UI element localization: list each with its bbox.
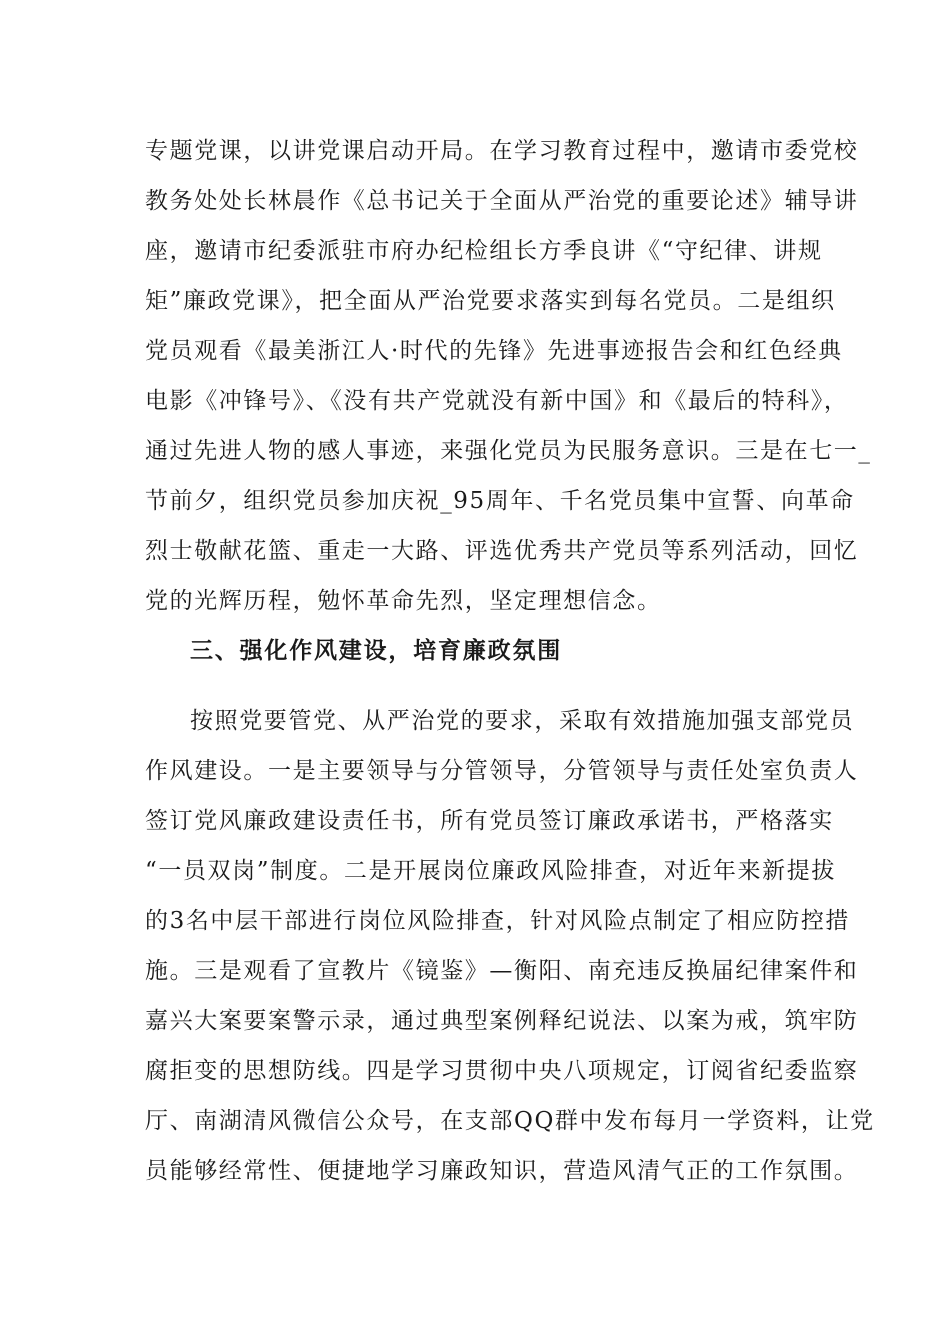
- paragraph-2-line: 签订党风廉政建设责任书，所有党员签订廉政承诺书，严格落实: [145, 808, 834, 834]
- paragraph-1-line: 矩”廉政党课》，把全面从严治党要求落实到每名党员。二是组织: [145, 288, 836, 314]
- section-heading: 三、强化作风建设，培育廉政氛围: [190, 637, 562, 664]
- paragraph-2-line: 按照党要管党、从严治党的要求，采取有效措施加强支部党员: [190, 708, 855, 734]
- paragraph-2-line: 的3名中层干部进行岗位风险排查，针对风险点制定了相应防控措: [145, 908, 851, 934]
- paragraph-1-line: 教务处处长林晨作《总书记关于全面从严治党的重要论述》辅导讲: [145, 188, 859, 214]
- paragraph-1-line: 座，邀请市纪委派驻市府办纪检组长方季良讲《“守纪律、讲规: [145, 238, 823, 264]
- paragraph-1-line: 电影《冲锋号》、《没有共产党就没有新中国》和《最后的特科》，: [145, 388, 849, 414]
- paragraph-1-line: 通过先进人物的感人事迹，来强化党员为民服务意识。三是在七一_: [145, 438, 872, 464]
- paragraph-1-line: 党员观看《最美浙江人·时代的先锋》先进事迹报告会和红色经典: [145, 338, 843, 364]
- paragraph-1-line: 党的光辉历程，勉怀革命先烈，坚定理想信念。: [145, 588, 662, 614]
- paragraph-1-line: 烈士敬献花篮、重走一大路、评选优秀共产党员等系列活动，回忆: [145, 538, 859, 564]
- paragraph-1-line: 专题党课，以讲党课启动开局。在学习教育过程中，邀请市委党校: [145, 138, 859, 164]
- paragraph-2-line: 施。三是观看了宣教片《镜鉴》—衡阳、南充违反换届纪律案件和: [145, 958, 859, 984]
- paragraph-1-line: 节前夕，组织党员参加庆祝_95周年、千名党员集中宣誓、向革命: [145, 488, 855, 514]
- paragraph-2-line: “一员双岗”制度。二是开展岗位廉政风险排查，对近年来新提拔: [145, 858, 836, 884]
- paragraph-2-line: 作风建设。一是主要领导与分管领导，分管领导与责任处室负责人: [145, 758, 859, 784]
- paragraph-2-line: 嘉兴大案要案警示录，通过典型案例释纪说法、以案为戒，筑牢防: [145, 1008, 859, 1034]
- paragraph-2-line: 员能够经常性、便捷地学习廉政知识，营造风清气正的工作氛围。: [145, 1158, 859, 1184]
- paragraph-2-line: 厅、南湖清风微信公众号，在支部QQ群中发布每月一学资料，让党: [145, 1108, 875, 1134]
- paragraph-2-line: 腐拒变的思想防线。四是学习贯彻中央八项规定，订阅省纪委监察: [145, 1058, 859, 1084]
